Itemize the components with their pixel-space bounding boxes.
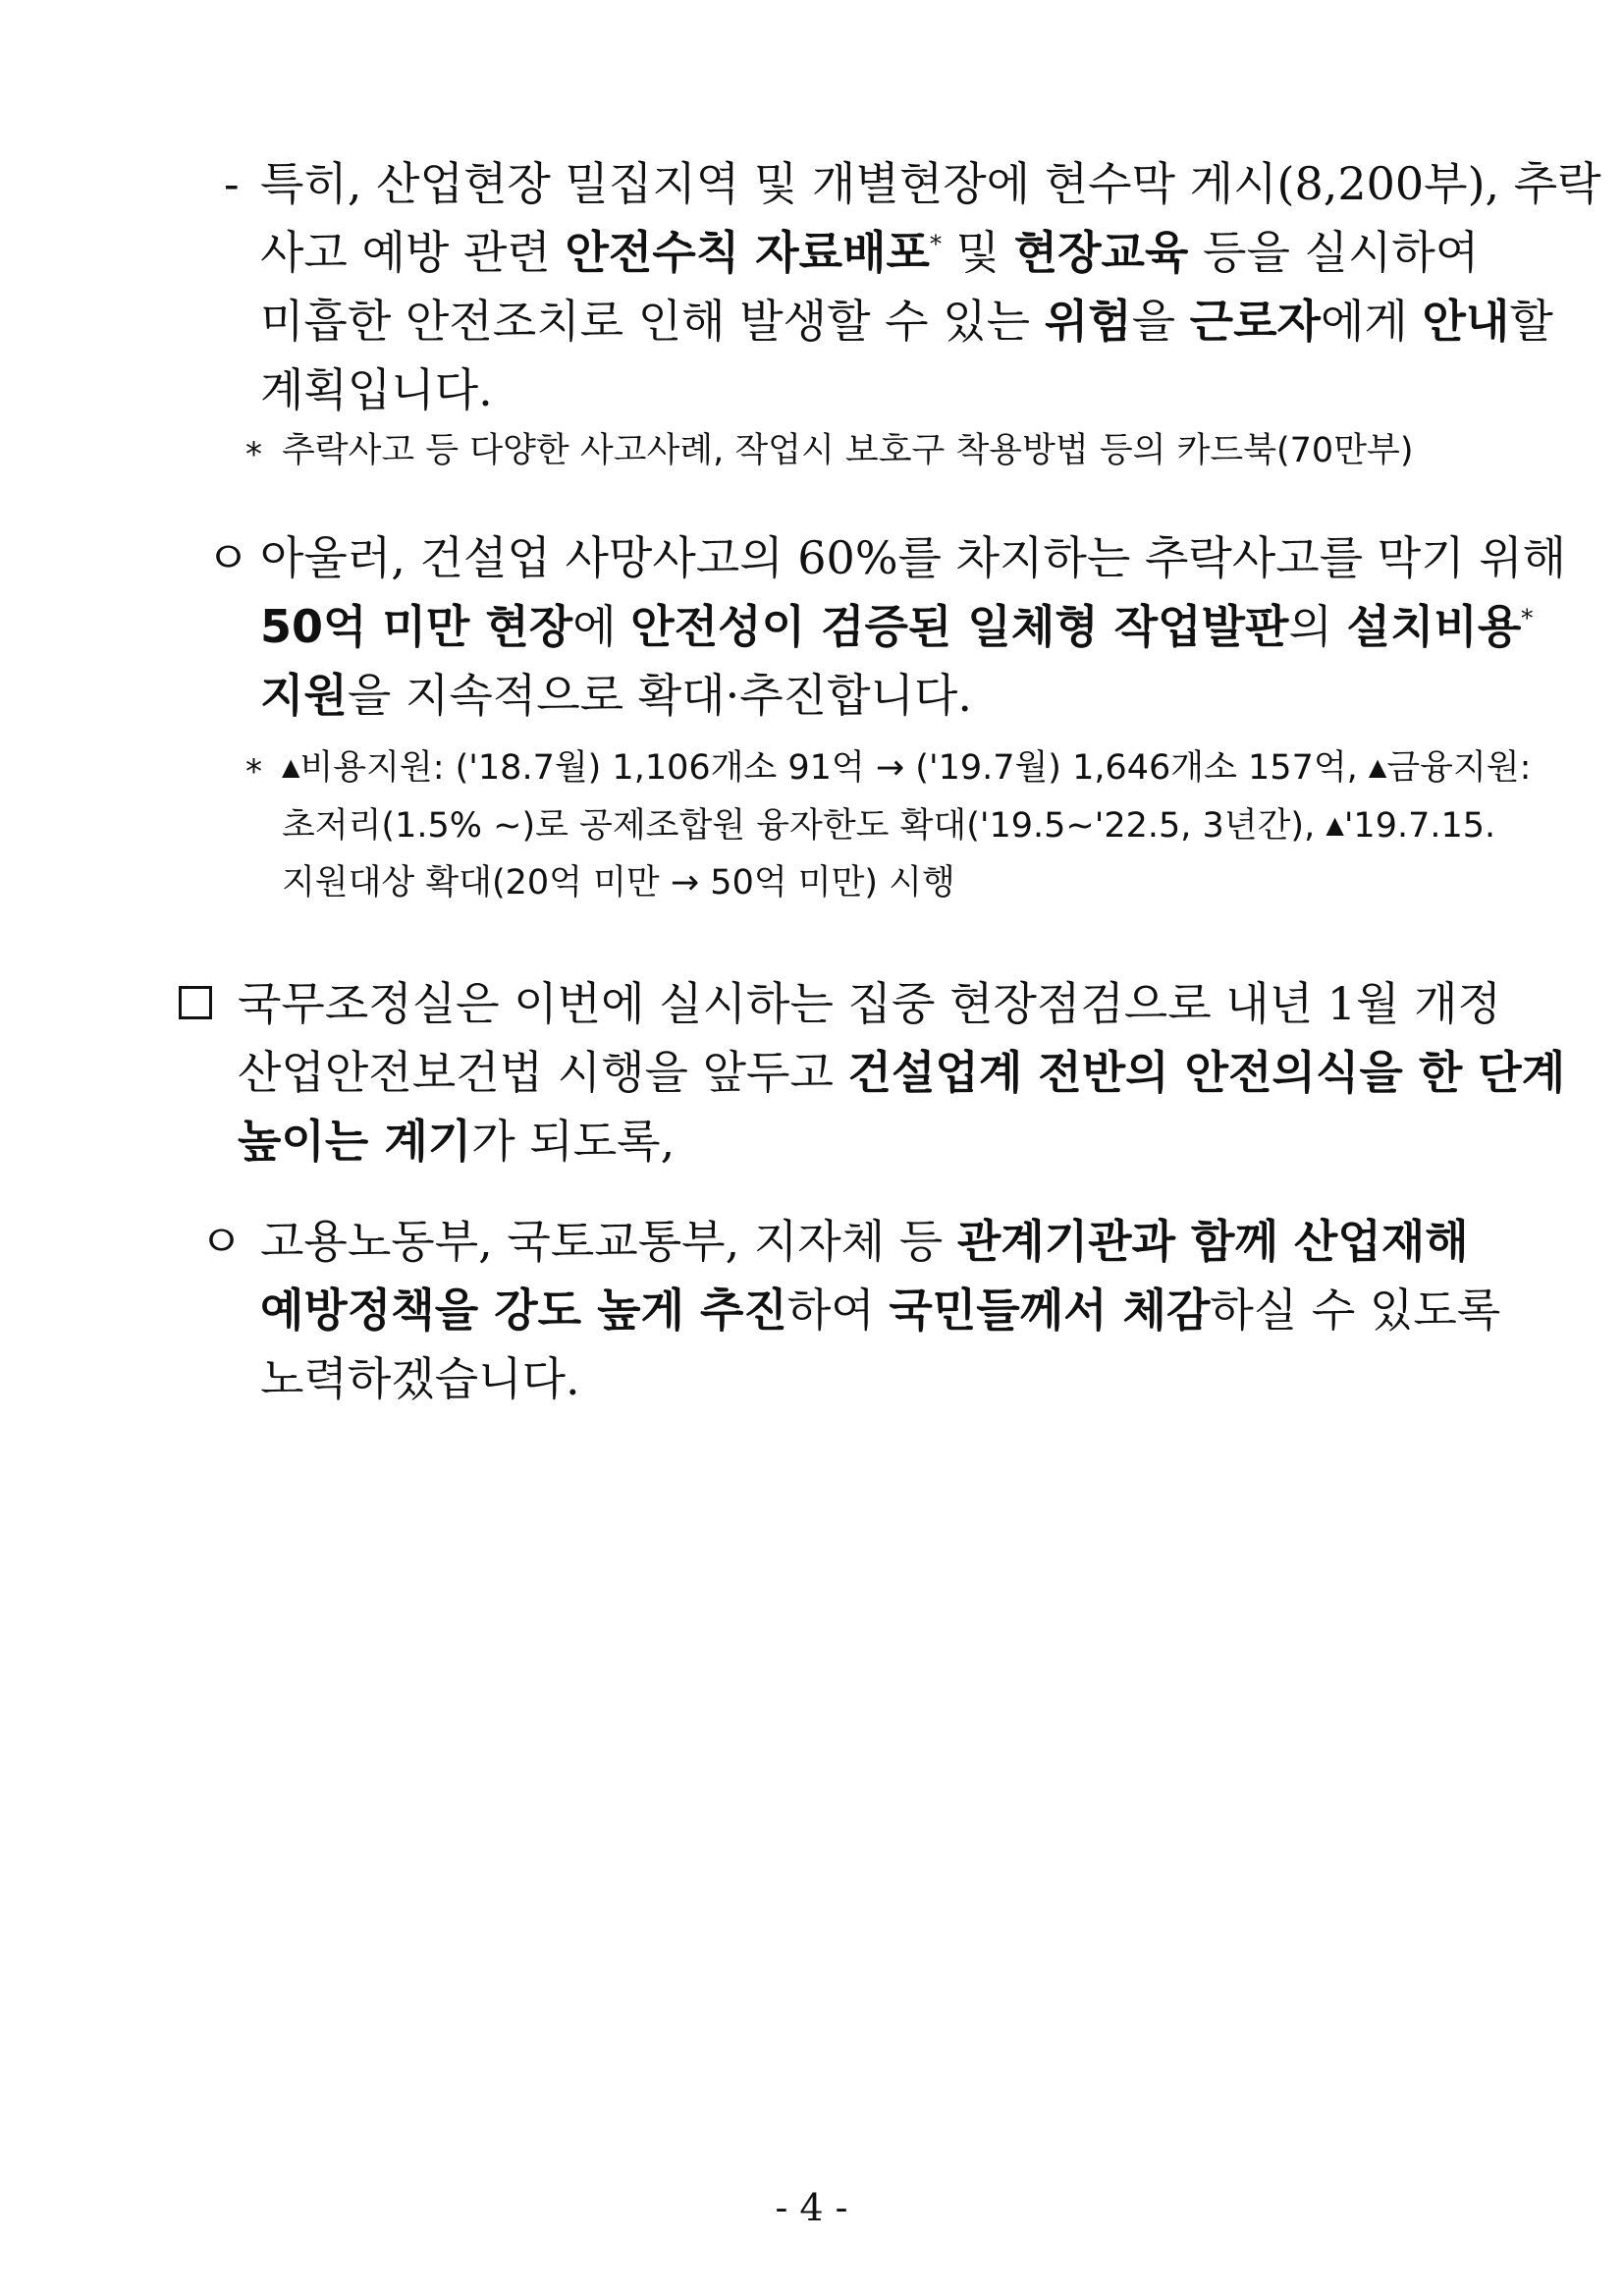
bold-text: 높이는 계기 bbox=[238, 1115, 472, 1168]
paragraph-line bbox=[260, 218, 1601, 287]
text-run: 계획입니다. bbox=[260, 363, 493, 416]
dash-bullet: - bbox=[224, 157, 240, 210]
paragraph-line bbox=[260, 592, 1566, 661]
page-number: - 4 - bbox=[775, 2186, 848, 2229]
bold-text: 건설업계 전반의 안전의식을 한 단계 bbox=[847, 1046, 1566, 1099]
paragraph-line bbox=[238, 1107, 1565, 1175]
bold-text: 위험 bbox=[1044, 295, 1132, 348]
text-run: 및 bbox=[942, 226, 1014, 279]
paragraph-site-banners bbox=[260, 149, 1601, 424]
paragraph-line bbox=[260, 355, 1601, 424]
footnote-support-details bbox=[282, 738, 1531, 911]
text-run: 아울러, 건설업 사망사고의 60%를 차지하는 추락사고를 막기 위해 bbox=[260, 531, 1567, 584]
text-run: 금융지원: bbox=[1386, 748, 1532, 788]
paragraph-line bbox=[260, 149, 1601, 218]
footnote-line: 추락사고 등 다양한 사고사례, 작업시 보호구 착용방법 등의 카드북(70만부) bbox=[282, 431, 1414, 470]
text-run: 하실 수 있도록 bbox=[1210, 1284, 1501, 1337]
text-run: 가 되도록, bbox=[471, 1115, 676, 1168]
paragraph-line bbox=[260, 661, 1566, 730]
bold-text: 안전수칙 자료배포 bbox=[565, 226, 930, 279]
text-run: 국무조정실은 이번에 실시하는 집중 현장점검으로 내년 1월 개정 bbox=[238, 977, 1501, 1030]
text-run: 등을 실시하여 bbox=[1188, 226, 1480, 279]
paragraph-line bbox=[260, 1207, 1500, 1276]
paragraph-line bbox=[260, 287, 1601, 355]
paragraph-line bbox=[260, 1344, 1500, 1413]
circle-bullet: ㅇ bbox=[206, 531, 250, 584]
text-run: 사고 예방 관련 bbox=[260, 226, 566, 279]
bold-text: 50억 미만 현장 bbox=[260, 600, 573, 653]
asterisk-marker: * bbox=[245, 752, 262, 792]
paragraph-line bbox=[238, 1038, 1565, 1107]
paragraph-fall-prevention bbox=[260, 523, 1566, 730]
circle-bullet: ㅇ bbox=[199, 1215, 243, 1268]
text-run: 고용노동부, 국토교통부, 지자체 등 bbox=[260, 1215, 957, 1268]
text-run: 할 bbox=[1509, 295, 1553, 348]
bold-text: 예방정책을 강도 높게 추진 bbox=[260, 1284, 787, 1337]
text-run: 초저리(1.5% ~)로 공제조합원 융자한도 확대('19.5~'22.5, 3년간), bbox=[282, 806, 1326, 846]
text-run: 의 bbox=[1288, 600, 1347, 653]
text-run: 비용지원: ('18.7월) 1,106개소 91억 → ('19.7월) 1,646개소 157억, bbox=[299, 748, 1369, 788]
footnote-marker: * bbox=[1521, 604, 1534, 632]
paragraph-line bbox=[260, 523, 1566, 592]
bold-text: 안내 bbox=[1422, 295, 1510, 348]
bold-text: 설치비용 bbox=[1346, 600, 1522, 653]
bold-text: 관계기관과 함께 산업재해 bbox=[956, 1215, 1469, 1268]
triangle-icon: ▲ bbox=[1368, 753, 1387, 781]
text-run: 산업안전보건법 시행을 앞두고 bbox=[238, 1046, 848, 1099]
bold-text: 안전성이 검증된 일체형 작업발판 bbox=[630, 600, 1289, 653]
paragraph-line bbox=[238, 969, 1565, 1038]
bold-text: 지원 bbox=[260, 669, 348, 722]
paragraph-pmo-inspection bbox=[238, 969, 1565, 1175]
footnote-marker: * bbox=[930, 230, 942, 258]
triangle-icon: ▲ bbox=[282, 753, 300, 781]
square-bullet bbox=[179, 986, 212, 1019]
bold-text: 근로자 bbox=[1189, 295, 1321, 348]
text-run: 에 bbox=[572, 600, 631, 653]
paragraph-line bbox=[260, 1276, 1500, 1344]
text-run: 특히, 산업현장 밀집지역 및 개별현장에 현수막 게시(8,200부), 추락 bbox=[260, 157, 1601, 210]
text-run: 을 bbox=[1131, 295, 1190, 348]
text-run: '19.7.15. bbox=[1343, 806, 1496, 846]
asterisk-marker: * bbox=[245, 435, 262, 474]
footnote-line: 지원대상 확대(20억 미만 → 50억 미만) 시행 bbox=[282, 863, 955, 902]
footnote-line bbox=[282, 796, 1531, 854]
paragraph-agencies bbox=[260, 1207, 1500, 1413]
footnote-line bbox=[282, 738, 1531, 796]
text-run: 미흡한 안전조치로 인해 발생할 수 있는 bbox=[260, 295, 1045, 348]
text-run: 에게 bbox=[1320, 295, 1423, 348]
text-run: 하여 bbox=[786, 1284, 890, 1337]
bold-text: 현장교육 bbox=[1013, 226, 1189, 279]
triangle-icon: ▲ bbox=[1325, 811, 1344, 839]
footnote-cardbook bbox=[282, 422, 1413, 479]
text-run: 을 지속적으로 확대·추진합니다. bbox=[347, 669, 973, 722]
text-run: 노력하겠습니다. bbox=[260, 1352, 580, 1405]
bold-text: 국민들께서 체감 bbox=[889, 1284, 1211, 1337]
